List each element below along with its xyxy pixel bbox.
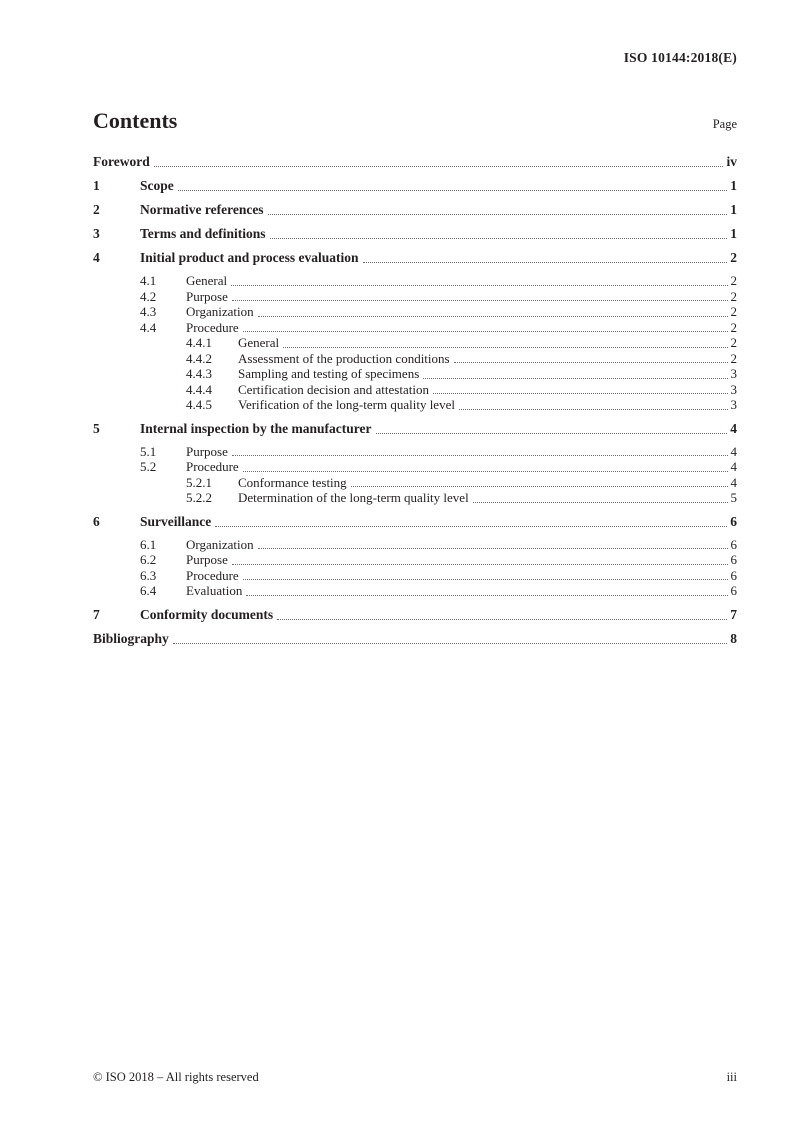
toc-entry-label: Terms and definitions [140, 226, 266, 241]
toc-row[interactable] [93, 444, 737, 460]
toc-entry-label: Bibliography [93, 630, 169, 646]
toc-entry-page: iv [726, 154, 737, 169]
toc-entry-number: 6.3 [140, 567, 157, 583]
dotted-leader [231, 285, 727, 286]
page-footer [93, 1070, 737, 1085]
toc-entry-page: 3 [730, 381, 737, 397]
toc-row[interactable] [93, 178, 737, 194]
toc-entry-number: 5.2.2 [186, 490, 212, 505]
toc-entry-page: 2 [730, 335, 737, 350]
dotted-leader [154, 166, 724, 167]
folio-page-number: iii [726, 1070, 737, 1084]
toc-list [93, 154, 737, 654]
dotted-leader [258, 316, 728, 317]
toc-entry-page: 4 [730, 474, 737, 490]
toc-entry-page: 2 [730, 304, 737, 319]
dotted-leader [423, 378, 727, 379]
dotted-leader [433, 393, 728, 394]
toc-entry-page: 5 [730, 490, 737, 505]
document-number: ISO 10144:2018(E) [623, 50, 737, 65]
toc-entry-page: 6 [730, 583, 737, 598]
toc-entry-label: Purpose [186, 288, 228, 304]
toc-entry-number: 7 [93, 606, 100, 622]
toc-entry-label: Scope [140, 178, 174, 193]
toc-entry-label: Procedure [186, 459, 239, 474]
toc-entry-number: 5.1 [140, 443, 157, 459]
dotted-leader [215, 526, 727, 527]
dotted-leader [376, 433, 728, 434]
toc-entry-label: Internal inspection by the manufacturer [140, 420, 372, 436]
toc-row[interactable] [93, 154, 737, 170]
toc-row[interactable] [93, 202, 737, 218]
dotted-leader [351, 486, 728, 487]
toc-entry-number: 4.4.5 [186, 397, 212, 412]
dotted-leader [232, 300, 728, 301]
toc-entry-page: 3 [730, 366, 737, 381]
toc-entry-page: 3 [730, 397, 737, 412]
dotted-leader [243, 579, 728, 580]
toc-entry-label: Evaluation [186, 583, 243, 598]
toc-entry-label: Sampling and testing of specimens [238, 366, 420, 381]
toc-entry-page: 7 [730, 606, 737, 622]
toc-row[interactable] [93, 273, 737, 289]
toc-entry-page: 6 [730, 513, 737, 529]
dotted-leader [283, 347, 727, 348]
toc-row[interactable] [93, 421, 737, 437]
toc-row[interactable] [93, 320, 737, 336]
dotted-leader [232, 564, 728, 565]
dotted-leader [268, 214, 728, 215]
toc-row[interactable] [93, 366, 737, 382]
toc-row[interactable] [93, 537, 737, 553]
toc-entry-page: 4 [730, 443, 737, 459]
toc-entry-number: 4.4.2 [186, 350, 212, 366]
toc-entry-label: Normative references [140, 202, 264, 217]
toc-row[interactable] [93, 250, 737, 266]
toc-entry-label: Surveillance [140, 513, 212, 529]
toc-entry-number: 4.4.4 [186, 381, 212, 397]
contents-header [93, 108, 737, 134]
toc-entry-number: 4.1 [140, 273, 157, 288]
toc-entry-label: Conformity documents [140, 606, 274, 622]
page-column-label: Page [712, 117, 737, 131]
toc-entry-page: 2 [730, 273, 737, 288]
toc-entry-number: 6 [93, 513, 100, 529]
toc-entry-number: 2 [93, 202, 100, 217]
toc-entry-number: 4.3 [140, 304, 157, 319]
toc-entry-label: Procedure [186, 319, 239, 335]
toc-entry-number: 4.4.3 [186, 366, 212, 381]
toc-entry-label: Organization [186, 304, 254, 319]
toc-entry-number: 4.2 [140, 288, 157, 304]
toc-row[interactable] [93, 552, 737, 568]
toc-row[interactable] [93, 631, 737, 647]
contents-title: Contents [93, 108, 178, 133]
toc-row[interactable] [93, 583, 737, 599]
toc-entry-page: 4 [730, 459, 737, 474]
dotted-leader [258, 548, 728, 549]
toc-row[interactable] [93, 382, 737, 398]
toc-entry-number: 4.4 [140, 319, 157, 335]
toc-entry-number: 5 [93, 420, 100, 436]
toc-row[interactable] [93, 304, 737, 320]
toc-entry-page: 4 [730, 420, 737, 436]
toc-entry-page: 1 [730, 178, 737, 193]
dotted-leader [454, 362, 728, 363]
toc-entry-page: 2 [730, 319, 737, 335]
toc-entry-number: 6.1 [140, 536, 157, 552]
dotted-leader [246, 595, 727, 596]
toc-row[interactable] [93, 490, 737, 506]
toc-entry-page: 6 [730, 567, 737, 583]
toc-entry-number: 3 [93, 226, 100, 241]
toc-row[interactable] [93, 475, 737, 491]
toc-entry-number: 5.2.1 [186, 474, 212, 490]
toc-row[interactable] [93, 459, 737, 475]
toc-entry-label: Procedure [186, 567, 239, 583]
toc-row[interactable] [93, 335, 737, 351]
toc-row[interactable] [93, 289, 737, 305]
dotted-leader [178, 190, 728, 191]
dotted-leader [243, 471, 728, 472]
toc-entry-number: 1 [93, 178, 100, 193]
toc-entry-page: 6 [730, 552, 737, 567]
toc-entry-label: Organization [186, 536, 254, 552]
dotted-leader [473, 502, 728, 503]
dotted-leader [277, 619, 727, 620]
toc-entry-label: Assessment of the production conditions [238, 350, 450, 366]
toc-row[interactable] [93, 226, 737, 242]
toc-entry-number: 4 [93, 250, 100, 265]
toc-entry-page: 1 [730, 226, 737, 241]
toc-entry-label: General [238, 335, 280, 350]
copyright-notice: © ISO 2018 – All rights reserved [93, 1070, 259, 1084]
toc-entry-number: 5.2 [140, 459, 157, 474]
toc-entry-label: Certification decision and attestation [238, 381, 429, 397]
toc-entry-page: 1 [730, 202, 737, 217]
toc-entry-number: 4.4.1 [186, 335, 212, 350]
toc-entry-page: 2 [730, 350, 737, 366]
toc-entry-label: Conformance testing [238, 474, 347, 490]
dotted-leader [459, 409, 728, 410]
toc-entry-page: 2 [730, 250, 737, 265]
toc-row[interactable] [93, 397, 737, 413]
toc-entry-label: Purpose [186, 443, 228, 459]
dotted-leader [243, 331, 728, 332]
toc-row[interactable] [93, 514, 737, 530]
toc-entry-label: Foreword [93, 154, 150, 169]
toc-entry-page: 6 [730, 536, 737, 552]
dotted-leader [270, 238, 728, 239]
toc-entry-label: Determination of the long-term quality level [238, 490, 469, 505]
toc-entry-number: 6.4 [140, 583, 157, 598]
dotted-leader [232, 455, 728, 456]
dotted-leader [363, 262, 728, 263]
toc-entry-page: 8 [730, 630, 737, 646]
toc-entry-label: General [186, 273, 228, 288]
toc-entry-label: Purpose [186, 552, 228, 567]
toc-entry-number: 6.2 [140, 552, 157, 567]
toc-entry-label: Initial product and process evaluation [140, 250, 359, 265]
toc-entry-label: Verification of the long-term quality level [238, 397, 455, 412]
toc-entry-page: 2 [730, 288, 737, 304]
dotted-leader [173, 643, 727, 644]
toc-row[interactable] [93, 351, 737, 367]
toc-row[interactable] [93, 607, 737, 623]
toc-row[interactable] [93, 568, 737, 584]
